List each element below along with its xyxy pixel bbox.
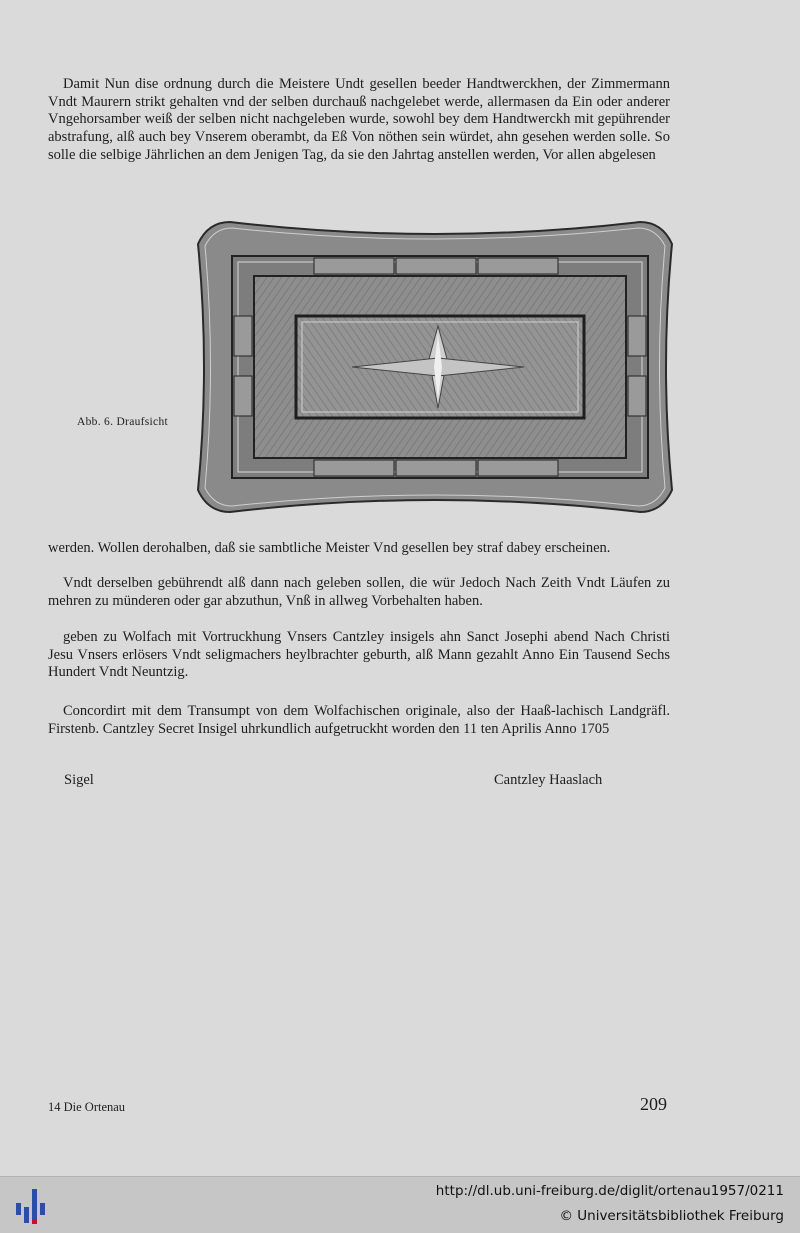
paragraph-1: Damit Nun dise ordnung durch die Meistere Undt gesellen beeder Handtwerckhen, der Zimmermann Vndt Maurern strikt gehalten vnd der selben durchauß nachgelebet werde, allermasen da Ein oder anderer Vngehorsamber weiß der selben nicht nachgeleben wurde, sowohl bey dem Handtwerckh mit gepührender abstrafung, alß auch bey Vnserem oberambt, da Eß Von nöthen sein würdet, ahn gesehen werden solle. So solle die selbige Jährlichen an dem Jenigen Tag, da sie den Jahrtag anstellen werden, Vor allen abgelesen bbox=[48, 76, 670, 163]
paragraph-4: geben zu Wolfach mit Vortruckhung Vnsers Cantzley insigels ahn Sanct Josephi abend Nach Christi Jesu Vnsers erlösers Vndt seligmachers heylbrachter geburth, alß Mann gezahlt Anno Ein Tausend Sechs Hundert Vndt Neuntzig. bbox=[48, 629, 670, 681]
copyright-notice: © Universitätsbibliothek Freiburg bbox=[559, 1208, 784, 1224]
table-top-illustration bbox=[192, 216, 678, 518]
signature-chancery-label: Cantzley Haaslach bbox=[494, 772, 603, 788]
ub-freiburg-logo-icon[interactable] bbox=[12, 1185, 52, 1225]
library-footer-bar bbox=[0, 1176, 800, 1233]
paragraph-5: Concordirt mit dem Transumpt von dem Wolfachischen originale, also der Haaß-lachisch Landgräfl. Firstenb. Cantzley Secret Insigel uhrkundlich aufgetruckht worden den 11 ten Aprilis Anno 1705 bbox=[48, 703, 670, 737]
paragraph-2: werden. Wollen derohalben, daß sie sambtliche Meister Vnd gesellen bey straf dabey erscheinen. bbox=[48, 540, 611, 556]
figure-caption: Abb. 6. Draufsicht bbox=[77, 416, 168, 428]
document-url-link[interactable]: http://dl.ub.uni-freiburg.de/diglit/ortenau1957/0211 bbox=[435, 1183, 784, 1199]
footer-journal-name: 14 Die Ortenau bbox=[48, 1100, 126, 1114]
paragraph-3: Vndt derselben gebührendt alß dann nach geleben sollen, die wür Jedoch Nach Zeith Vndt Läufen zu mehren zu münderen oder gar abzuthun, Vnß in allweg Vorbehalten haben. bbox=[48, 575, 670, 609]
signature-seal-label: Sigel bbox=[64, 772, 94, 788]
page-number: 209 bbox=[640, 1094, 667, 1114]
